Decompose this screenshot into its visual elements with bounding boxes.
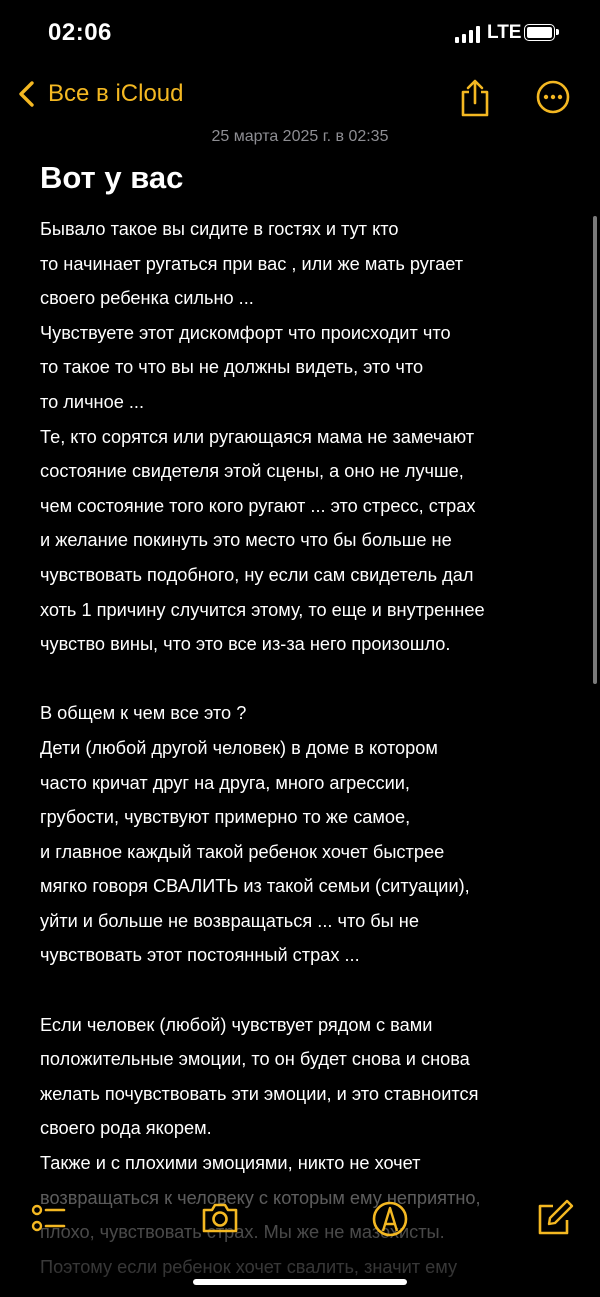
compose-icon[interactable] bbox=[535, 1198, 575, 1238]
note-line: Чувствуете этот дискомфорт что происходит что bbox=[40, 322, 451, 343]
markup-pen-icon[interactable] bbox=[370, 1198, 410, 1238]
network-type: LTE bbox=[487, 22, 522, 43]
more-options-icon[interactable] bbox=[536, 80, 570, 114]
clock: 02:06 bbox=[48, 19, 112, 46]
note-line: Дети (любой другой человек) в доме в котором bbox=[40, 737, 438, 758]
back-label: Все в iCloud bbox=[48, 80, 184, 107]
scrollbar[interactable] bbox=[593, 216, 597, 684]
note-body[interactable] bbox=[40, 212, 568, 1284]
note-line: Те, кто сорятся или ругающаяся мама не замечают bbox=[40, 426, 475, 447]
home-indicator[interactable] bbox=[193, 1279, 407, 1285]
note-title[interactable]: Вот у вас bbox=[40, 160, 184, 195]
bottom-toolbar bbox=[0, 1198, 600, 1242]
note-line: уйти и больше не возвращаться ... что бы не bbox=[40, 910, 419, 931]
note-line: то начинает ругаться при вас , или же мать ругает bbox=[40, 253, 464, 274]
note-line: Если человек (любой) чувствует рядом с вами bbox=[40, 1014, 433, 1035]
note-line: своего рода якорем. bbox=[40, 1118, 212, 1139]
share-icon[interactable] bbox=[458, 78, 492, 118]
checklist-icon[interactable] bbox=[28, 1198, 68, 1238]
note-line: чем состояние того кого ругают ... это стресс, страх bbox=[40, 495, 476, 516]
note-line: своего ребенка сильно ... bbox=[40, 288, 254, 309]
note-line: В общем к чем все это ? bbox=[40, 703, 247, 724]
note-line: то личное ... bbox=[40, 391, 145, 412]
note-line: чувствовать подобного, ну если сам свидетель дал bbox=[40, 564, 474, 585]
note-line: состояние свидетеля этой сцены, а оно не лучше, bbox=[40, 461, 464, 482]
note-line: чувствовать этот постоянный страх ... bbox=[40, 945, 360, 966]
note-line: то такое то что вы не должны видеть, это что bbox=[40, 357, 424, 378]
note-line: часто кричат друг на друга, много агрессии, bbox=[40, 772, 410, 793]
note-line: желать почувствовать эти эмоции, и это ставноится bbox=[40, 1083, 479, 1104]
note-date: 25 марта 2025 г. в 02:35 bbox=[211, 128, 389, 145]
note-line: чувство вины, что это все из-за него произошло. bbox=[40, 634, 451, 655]
note-line: положительные эмоции, то он будет снова и снова bbox=[40, 1049, 470, 1070]
battery-icon bbox=[524, 24, 555, 41]
cellular-signal-icon bbox=[455, 26, 481, 43]
status-bar bbox=[0, 0, 600, 68]
note-line: хоть 1 причину случится этому, то еще и внутреннее bbox=[40, 599, 485, 620]
camera-icon[interactable] bbox=[200, 1198, 240, 1238]
navigation-bar bbox=[0, 72, 600, 126]
note-line: Бывало такое вы сидите в гостях и тут кто bbox=[40, 219, 399, 239]
note-line bbox=[40, 662, 568, 697]
note-line: и главное каждый такой ребенок хочет быстрее bbox=[40, 841, 445, 862]
chevron-left-icon bbox=[16, 80, 38, 108]
note-line: и желание покинуть это место что бы больше не bbox=[40, 530, 452, 551]
back-button[interactable] bbox=[16, 80, 183, 108]
note-line: Также и с плохими эмоциями, никто не хочет bbox=[40, 1153, 421, 1174]
note-line bbox=[40, 973, 568, 1008]
note-line: грубости, чувствуют примерно то же самое, bbox=[40, 807, 411, 828]
note-line: мягко говоря СВАЛИТЬ из такой семьи (ситуации), bbox=[40, 876, 470, 897]
